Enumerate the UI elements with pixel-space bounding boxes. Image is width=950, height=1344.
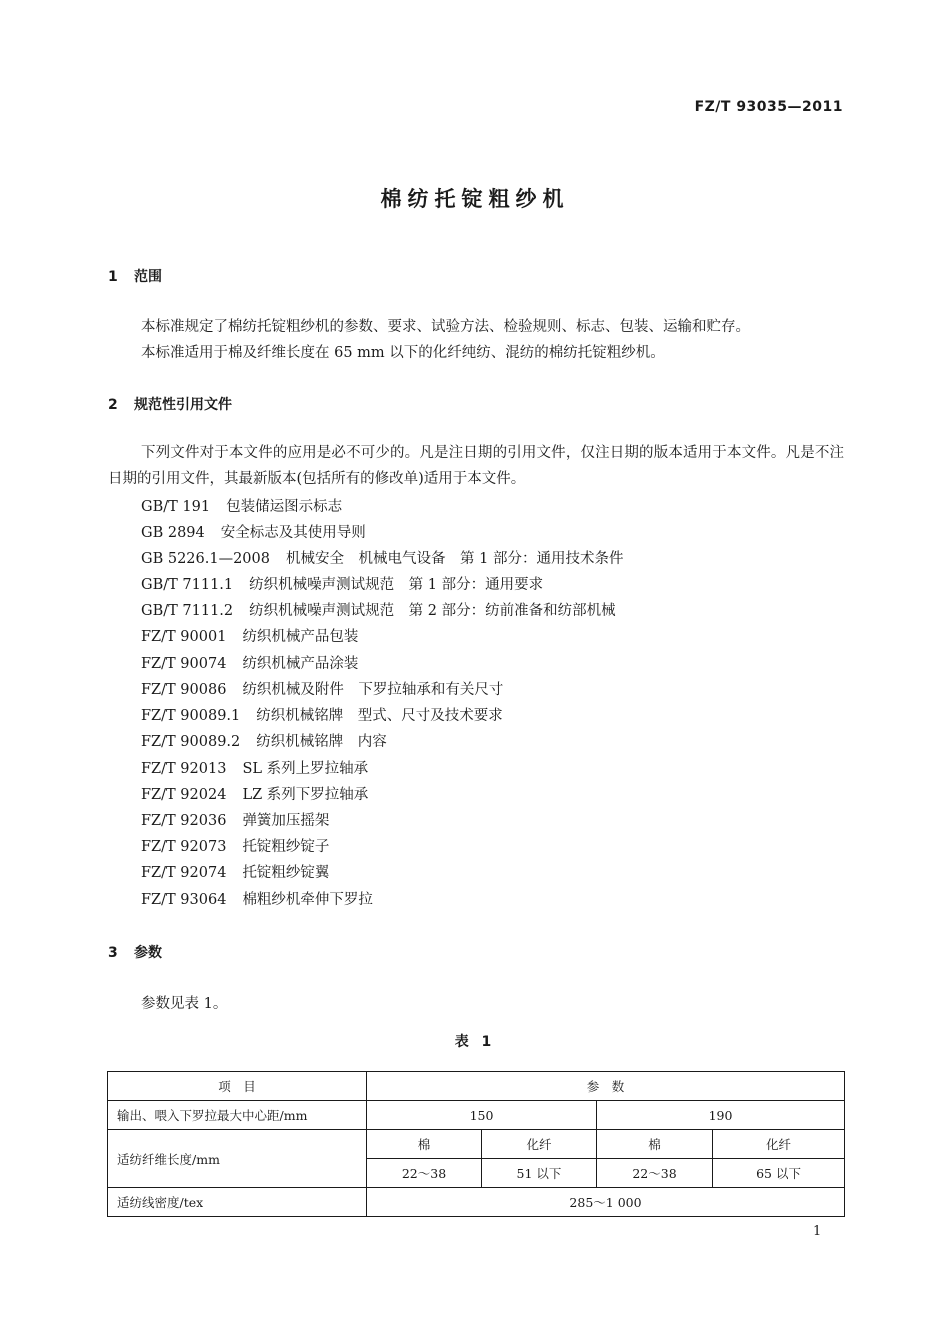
reference-title: 机械安全 机械电气设备 第 1 部分：通用技术条件: [286, 551, 624, 567]
section-title: 范围: [134, 269, 162, 285]
reference-item: [141, 652, 358, 673]
reference-code: FZ/T 93064: [141, 892, 227, 908]
reference-title: 纺织机械噪声测试规范 第 2 部分：纺前准备和纺部机械: [249, 603, 616, 619]
reference-item: [141, 704, 503, 725]
reference-title: 弹簧加压摇架: [242, 813, 330, 829]
reference-item: [141, 757, 368, 778]
reference-title: 纺织机械产品包装: [242, 629, 359, 645]
table-cell: 65 以下: [713, 1159, 845, 1188]
section-3-heading: [108, 942, 162, 962]
table-row: [108, 1101, 845, 1130]
reference-title: 棉粗纱机牵伸下罗拉: [242, 892, 373, 908]
reference-code: GB 5226.1—2008: [141, 551, 270, 567]
section-number: 2: [108, 397, 118, 413]
section-2-intro: 下列文件对于本文件的应用是必不可少的。凡是注日期的引用文件，仅注日期的版本适用于本文件。凡是不注日期的引用文件，其最新版本(包括所有的修改单)适用于本文件。: [108, 445, 844, 487]
standard-number: FZ/T 93035—2011: [694, 99, 843, 115]
reference-item: [141, 835, 329, 856]
row-label: 适纺线密度/tex: [108, 1188, 367, 1217]
table-cell: 22～38: [597, 1159, 713, 1188]
table-subheader-cell: 化纤: [713, 1130, 845, 1159]
reference-title: 纺织机械及附件 下罗拉轴承和有关尺寸: [242, 682, 504, 698]
table-row: [108, 1130, 845, 1159]
reference-item: [141, 730, 387, 751]
document-title: 棉纺托锭粗纱机: [380, 187, 570, 211]
row-label: 适纺纤维长度/mm: [108, 1130, 367, 1188]
table-cell: 285～1 000: [367, 1188, 845, 1217]
table-cell: 150: [367, 1101, 597, 1130]
reference-code: FZ/T 90074: [141, 656, 227, 672]
reference-code: GB/T 7111.2: [141, 603, 234, 619]
reference-item: [141, 809, 329, 830]
reference-title: LZ 系列下罗拉轴承: [242, 787, 369, 803]
reference-code: GB/T 7111.1: [141, 577, 234, 593]
section-3-paragraph: 参数见表 1。: [141, 996, 228, 1012]
reference-item: [141, 625, 358, 646]
reference-title: 纺织机械噪声测试规范 第 1 部分：通用要求: [249, 577, 544, 593]
section-number: 1: [108, 269, 118, 285]
reference-item: [141, 547, 623, 568]
table-subheader-cell: 棉: [597, 1130, 713, 1159]
reference-code: FZ/T 90089.2: [141, 734, 241, 750]
reference-item: [141, 861, 329, 882]
reference-item: [141, 678, 503, 699]
reference-title: 纺织机械铭牌 型式、尺寸及技术要求: [256, 708, 503, 724]
header-cell-item: 项 目: [108, 1072, 367, 1101]
reference-code: FZ/T 92073: [141, 839, 227, 855]
table-subheader-cell: 棉: [367, 1130, 482, 1159]
reference-item: [141, 573, 543, 594]
reference-title: 托锭粗纱锭翼: [242, 865, 330, 881]
reference-title: 托锭粗纱锭子: [242, 839, 330, 855]
reference-title: 安全标志及其使用导则: [220, 525, 366, 541]
table-subheader-cell: 化纤: [482, 1130, 597, 1159]
table-cell: 22～38: [367, 1159, 482, 1188]
reference-title: 包装储运图示标志: [226, 499, 343, 515]
row-label: 输出、喂入下罗拉最大中心距/mm: [108, 1101, 367, 1130]
table-caption: 表 1: [454, 1034, 496, 1050]
reference-item: [141, 783, 368, 804]
reference-item: [141, 495, 342, 516]
reference-code: FZ/T 90089.1: [141, 708, 241, 724]
section-1-paragraph: 本标准适用于棉及纤维长度在 65 mm 以下的化纤纯纺、混纺的棉纺托锭粗纱机。: [141, 345, 665, 361]
section-title: 参数: [134, 945, 162, 961]
reference-code: GB 2894: [141, 525, 205, 541]
reference-code: FZ/T 90001: [141, 629, 227, 645]
reference-code: FZ/T 92013: [141, 761, 227, 777]
reference-item: [141, 599, 616, 620]
reference-code: FZ/T 92074: [141, 865, 227, 881]
section-1-paragraph: 本标准规定了棉纺托锭粗纱机的参数、要求、试验方法、检验规则、标志、包装、运输和贮存。: [141, 319, 750, 335]
section-number: 3: [108, 945, 118, 961]
reference-title: 纺织机械铭牌 内容: [256, 734, 387, 750]
header-cell-params: 参 数: [367, 1072, 845, 1101]
table-cell: 190: [597, 1101, 845, 1130]
reference-item: [141, 521, 366, 542]
reference-title: 纺织机械产品涂装: [242, 656, 359, 672]
table-cell: 51 以下: [482, 1159, 597, 1188]
parameter-table: [107, 1071, 845, 1217]
page-number: 1: [813, 1224, 822, 1239]
reference-title: SL 系列上罗拉轴承: [242, 761, 369, 777]
reference-code: FZ/T 90086: [141, 682, 227, 698]
table-row: [108, 1188, 845, 1217]
table-header-row: [108, 1072, 845, 1101]
reference-code: FZ/T 92036: [141, 813, 227, 829]
reference-code: FZ/T 92024: [141, 787, 227, 803]
section-2-heading: [108, 394, 232, 414]
section-1-heading: [108, 266, 162, 286]
reference-code: GB/T 191: [141, 499, 211, 515]
section-title: 规范性引用文件: [134, 397, 232, 413]
reference-item: [141, 888, 373, 909]
